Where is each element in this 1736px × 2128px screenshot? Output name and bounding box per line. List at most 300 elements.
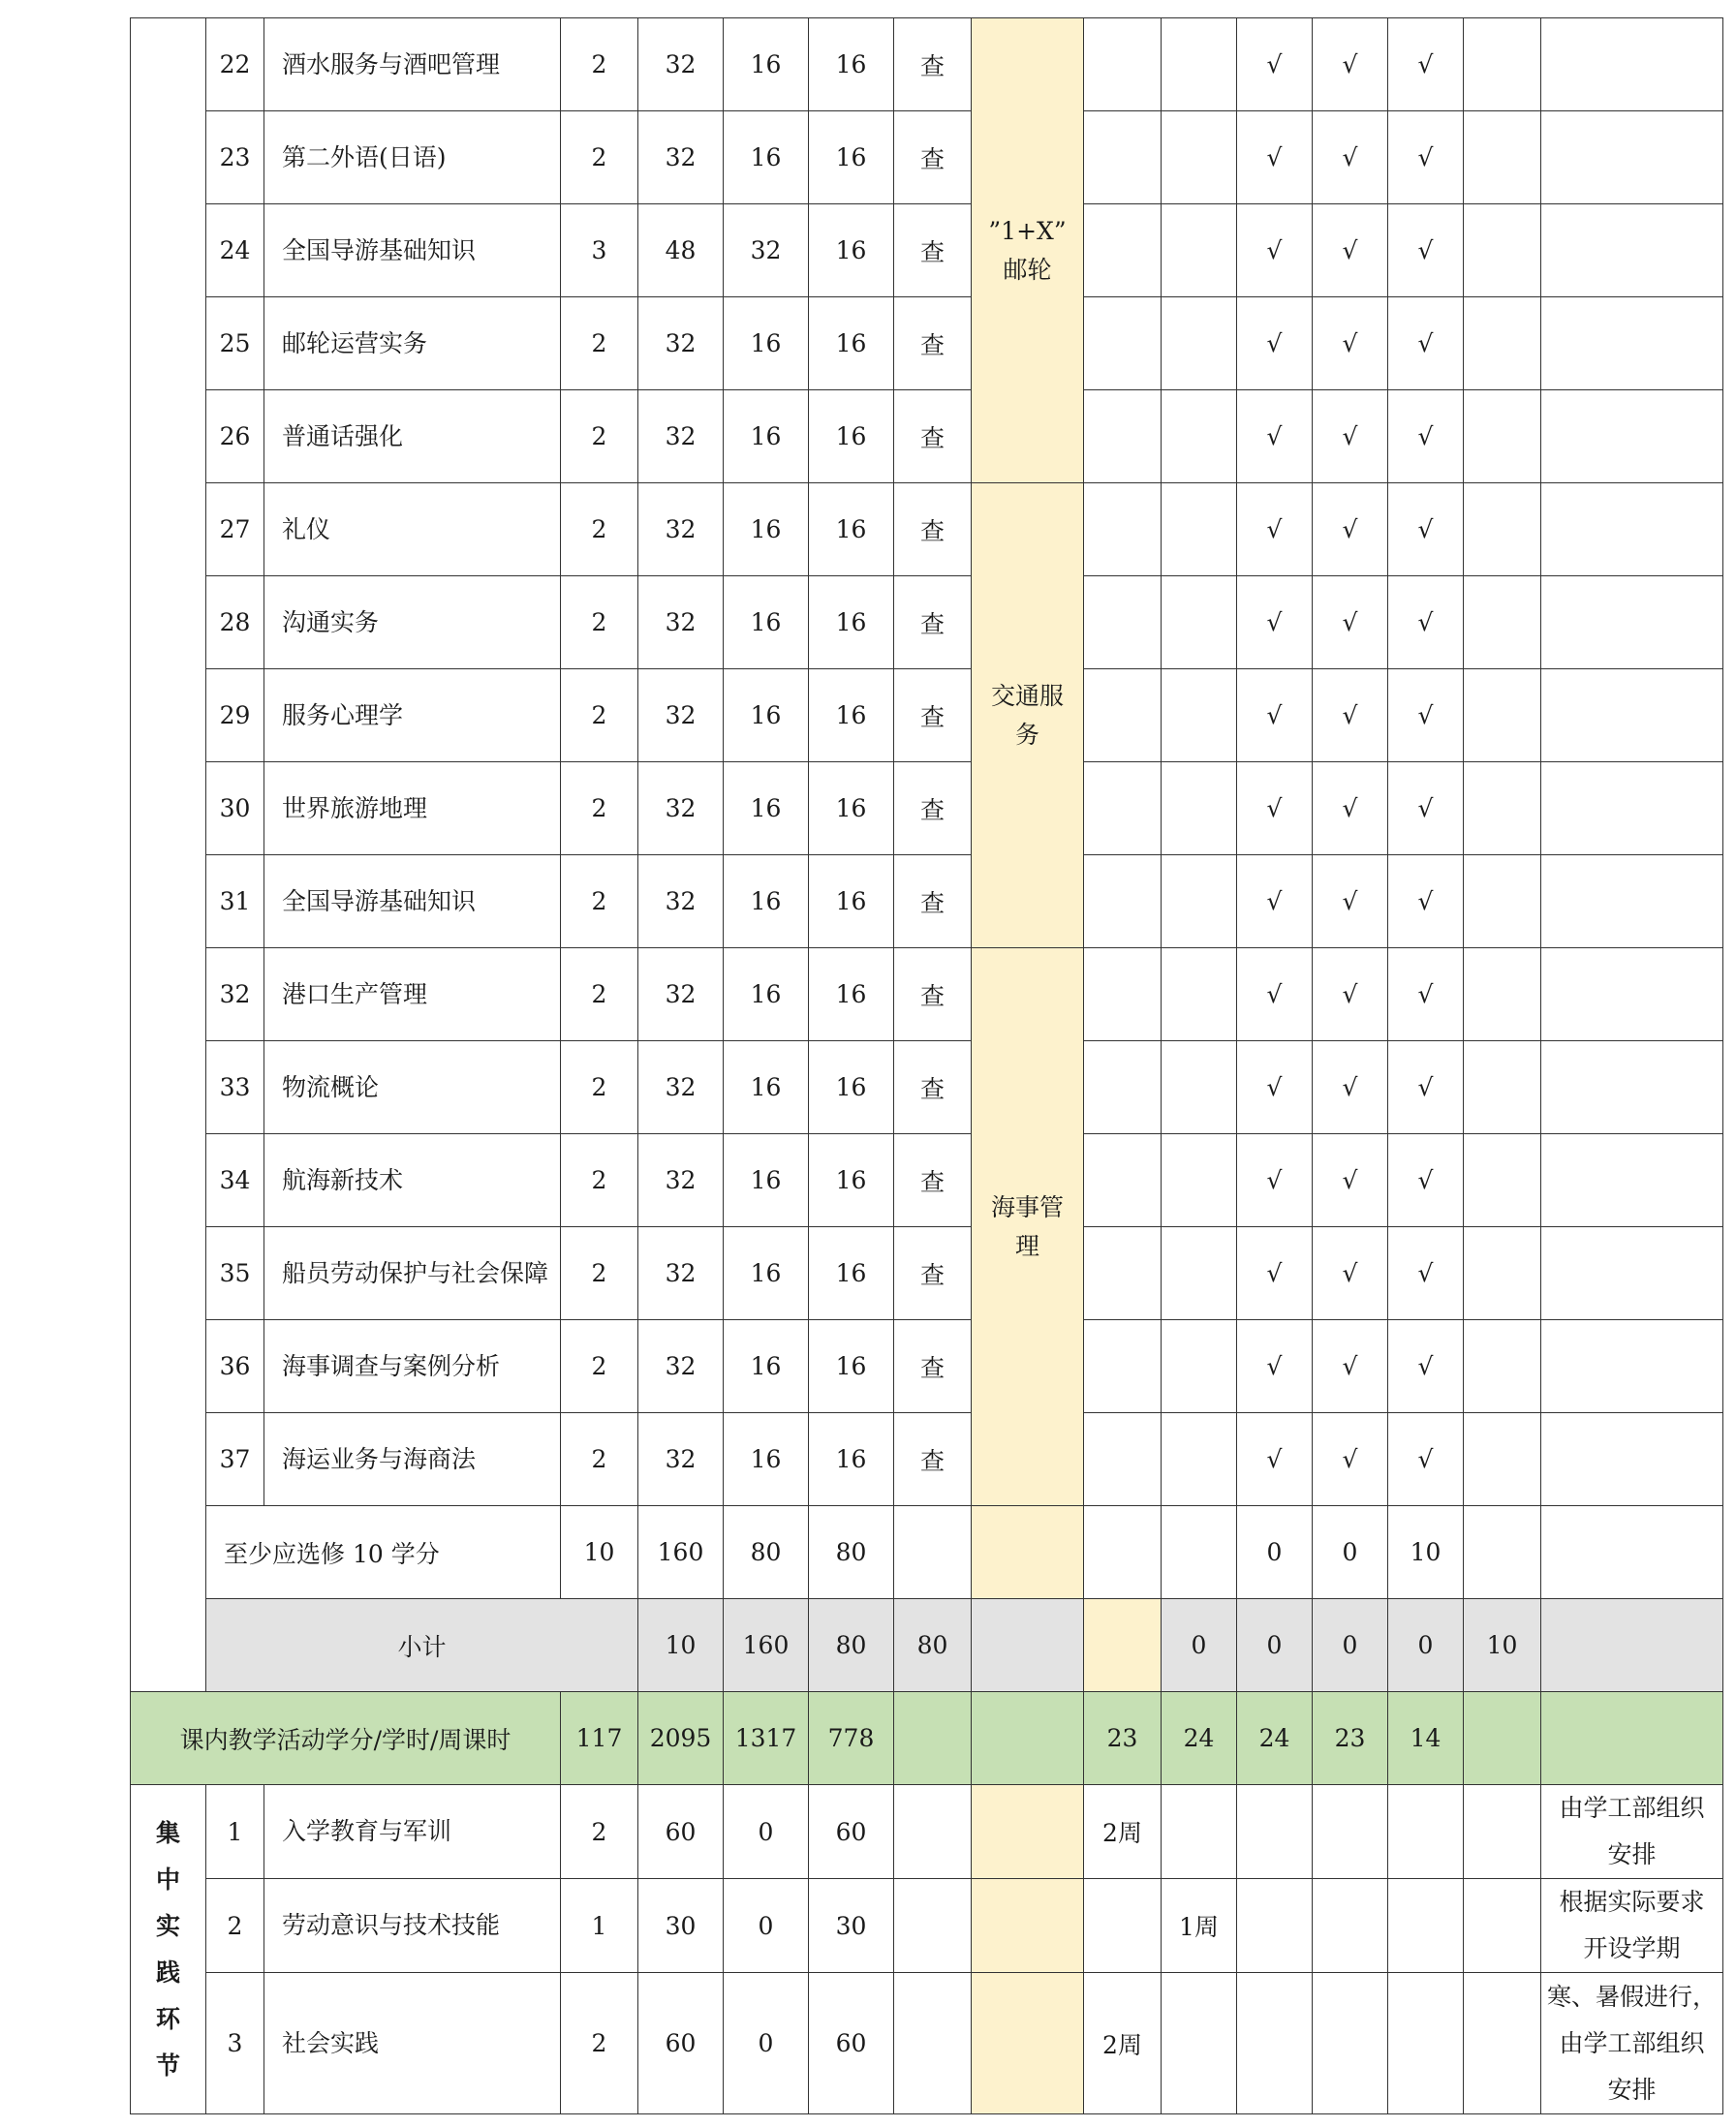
min-elective-practice: 80 xyxy=(809,1506,894,1599)
assessment-type: 查 xyxy=(894,1134,972,1227)
practice-hours: 30 xyxy=(638,1879,724,1973)
assessment-type: 查 xyxy=(894,204,972,297)
course-credits: 2 xyxy=(561,855,638,948)
total-row-hours: 2095 xyxy=(638,1692,724,1785)
semester-1-cell xyxy=(1084,948,1162,1041)
semester-2-cell xyxy=(1162,1413,1237,1506)
course-name: 沟通实务 xyxy=(264,576,561,669)
course-hours: 32 xyxy=(638,855,724,948)
remarks-cell xyxy=(1541,669,1723,762)
semester-check-mark: √ xyxy=(1237,948,1313,1041)
semester-check-mark: √ xyxy=(1388,18,1464,111)
practice-name: 劳动意识与技术技能 xyxy=(264,1879,561,1973)
course-no: 22 xyxy=(206,18,264,111)
course-row xyxy=(131,948,1723,1041)
course-name: 酒水服务与酒吧管理 xyxy=(264,18,561,111)
semester-2-cell xyxy=(1162,762,1237,855)
total-row xyxy=(131,1692,1723,1785)
course-practice-hours: 16 xyxy=(809,483,894,576)
assessment-type: 查 xyxy=(894,297,972,390)
course-practice-hours: 16 xyxy=(809,1041,894,1134)
total-row-s5: 14 xyxy=(1388,1692,1464,1785)
course-row xyxy=(131,1041,1723,1134)
course-credits: 2 xyxy=(561,1320,638,1413)
elective-group-blank xyxy=(972,1879,1084,1973)
course-practice-hours: 16 xyxy=(809,669,894,762)
course-name: 世界旅游地理 xyxy=(264,762,561,855)
remarks-cell xyxy=(1541,483,1723,576)
semester-3-cell xyxy=(1237,1973,1313,2114)
assessment-type xyxy=(894,1692,972,1785)
semester-2-cell xyxy=(1162,1320,1237,1413)
semester-6-cell xyxy=(1541,1599,1723,1692)
course-credits: 2 xyxy=(561,669,638,762)
semester-1-cell xyxy=(1084,297,1162,390)
practice-note-line: 由学工部组织 xyxy=(1559,1794,1705,1822)
course-hours: 32 xyxy=(638,762,724,855)
semester-1-cell xyxy=(1084,762,1162,855)
practice-section-label-char: 节 xyxy=(155,2051,180,2080)
course-row xyxy=(131,762,1723,855)
course-row xyxy=(131,1134,1723,1227)
elective-group-blank xyxy=(1084,1599,1162,1692)
min-elective-row xyxy=(131,1506,1723,1599)
semester-1-cell xyxy=(1084,1320,1162,1413)
elective-group-label xyxy=(972,18,1084,483)
semester-2-cell xyxy=(1162,855,1237,948)
semester-1-cell xyxy=(1084,483,1162,576)
semester-6-cell xyxy=(1464,1320,1541,1413)
course-practice-hours: 16 xyxy=(809,576,894,669)
course-no: 23 xyxy=(206,111,264,204)
course-hours: 32 xyxy=(638,1320,724,1413)
practice-hours: 60 xyxy=(638,1785,724,1879)
remarks-cell xyxy=(1541,204,1723,297)
semester-check-mark: √ xyxy=(1388,204,1464,297)
semester-2-cell xyxy=(1162,18,1237,111)
semester-check-mark: √ xyxy=(1388,483,1464,576)
course-practice-hours: 16 xyxy=(809,111,894,204)
semester-check-mark: √ xyxy=(1237,1320,1313,1413)
semester-6-cell xyxy=(1464,390,1541,483)
semester-check-mark: √ xyxy=(1237,762,1313,855)
semester-1-cell xyxy=(1084,111,1162,204)
practice-hours: 60 xyxy=(638,1973,724,2114)
course-name: 礼仪 xyxy=(264,483,561,576)
total-row-theory: 1317 xyxy=(724,1692,809,1785)
course-practice-hours: 16 xyxy=(809,1320,894,1413)
semester-check-mark: √ xyxy=(1388,390,1464,483)
course-theory-hours: 16 xyxy=(724,762,809,855)
practice-note xyxy=(1541,1973,1723,2114)
semester-2-cell xyxy=(1162,111,1237,204)
semester-6-cell xyxy=(1464,948,1541,1041)
practice-section-label-char: 环 xyxy=(155,2004,180,2033)
course-credits: 2 xyxy=(561,390,638,483)
semester-1-cell xyxy=(1084,1227,1162,1320)
semester-5-cell xyxy=(1388,1785,1464,1879)
semester-check-mark: √ xyxy=(1388,111,1464,204)
practice-theory: 0 xyxy=(724,1785,809,1879)
remarks-cell xyxy=(1541,1320,1723,1413)
course-hours: 32 xyxy=(638,576,724,669)
semester-6-cell xyxy=(1464,1692,1541,1785)
semester-check-mark: √ xyxy=(1313,390,1388,483)
course-no: 34 xyxy=(206,1134,264,1227)
course-theory-hours: 16 xyxy=(724,1227,809,1320)
course-practice-hours: 16 xyxy=(809,855,894,948)
practice-note-line: 开设学期 xyxy=(1583,1934,1681,1962)
assessment-type: 查 xyxy=(894,18,972,111)
course-practice-hours: 16 xyxy=(809,1227,894,1320)
semester-6-cell xyxy=(1464,1134,1541,1227)
practice-s1: 2周 xyxy=(1084,1785,1162,1879)
course-row xyxy=(131,669,1723,762)
course-credits: 2 xyxy=(561,483,638,576)
practice-name: 入学教育与军训 xyxy=(264,1785,561,1879)
semester-1-cell xyxy=(1084,669,1162,762)
subtotal-row-theory: 80 xyxy=(809,1599,894,1692)
semester-check-mark: √ xyxy=(1237,1413,1313,1506)
semester-1-cell xyxy=(1084,1041,1162,1134)
semester-1-cell xyxy=(1084,576,1162,669)
course-theory-hours: 16 xyxy=(724,576,809,669)
total-row-s3: 24 xyxy=(1237,1692,1313,1785)
practice-name: 社会实践 xyxy=(264,1973,561,2114)
min-elective-credits: 10 xyxy=(561,1506,638,1599)
semester-1-cell xyxy=(1084,390,1162,483)
semester-check-mark: √ xyxy=(1313,1413,1388,1506)
course-theory-hours: 16 xyxy=(724,855,809,948)
semester-check-mark: √ xyxy=(1388,576,1464,669)
course-hours: 32 xyxy=(638,390,724,483)
course-credits: 2 xyxy=(561,576,638,669)
practice-no: 2 xyxy=(206,1879,264,1973)
elective-group-blank xyxy=(972,1692,1084,1785)
subtotal-row-hours: 160 xyxy=(724,1599,809,1692)
practice-note-line: 安排 xyxy=(1607,1840,1657,1868)
elective-group-blank xyxy=(972,1506,1084,1599)
practice-section-label-char: 践 xyxy=(155,1958,180,1987)
course-credits: 2 xyxy=(561,1134,638,1227)
course-theory-hours: 16 xyxy=(724,111,809,204)
semester-check-mark: √ xyxy=(1237,855,1313,948)
min-elective-s4: 0 xyxy=(1313,1506,1388,1599)
remarks-cell xyxy=(1541,576,1723,669)
elective-group-blank xyxy=(972,1973,1084,2114)
semester-1-cell xyxy=(1084,1413,1162,1506)
course-practice-hours: 16 xyxy=(809,1134,894,1227)
semester-check-mark: √ xyxy=(1313,855,1388,948)
semester-2-cell xyxy=(1162,1134,1237,1227)
course-theory-hours: 16 xyxy=(724,1041,809,1134)
practice-s1: 2周 xyxy=(1084,1973,1162,2114)
course-row xyxy=(131,297,1723,390)
remarks-cell xyxy=(1541,111,1723,204)
course-no: 37 xyxy=(206,1413,264,1506)
course-no: 30 xyxy=(206,762,264,855)
semester-check-mark: √ xyxy=(1237,1227,1313,1320)
semester-check-mark: √ xyxy=(1388,297,1464,390)
practice-row xyxy=(131,1879,1723,1973)
semester-4-cell xyxy=(1313,1785,1388,1879)
semester-check-mark: √ xyxy=(1237,576,1313,669)
practice-section-label-char: 实 xyxy=(155,1911,180,1940)
semester-1-cell xyxy=(1084,18,1162,111)
course-row xyxy=(131,855,1723,948)
semester-2-cell xyxy=(1162,390,1237,483)
course-theory-hours: 16 xyxy=(724,390,809,483)
semester-2-cell xyxy=(1162,1506,1237,1599)
elective-group-label-line: ”1+X” xyxy=(988,216,1067,245)
assessment-type: 查 xyxy=(894,1041,972,1134)
course-no: 33 xyxy=(206,1041,264,1134)
course-name: 港口生产管理 xyxy=(264,948,561,1041)
assessment-type: 查 xyxy=(894,1413,972,1506)
semester-check-mark: √ xyxy=(1313,18,1388,111)
course-practice-hours: 16 xyxy=(809,762,894,855)
course-row xyxy=(131,1320,1723,1413)
remarks-cell xyxy=(1541,948,1723,1041)
course-table-body xyxy=(131,18,1723,2114)
practice-practice-hours: 60 xyxy=(809,1785,894,1879)
course-row xyxy=(131,204,1723,297)
semester-check-mark: √ xyxy=(1388,1413,1464,1506)
course-credits: 2 xyxy=(561,297,638,390)
course-theory-hours: 16 xyxy=(724,1320,809,1413)
semester-check-mark: √ xyxy=(1313,204,1388,297)
course-name: 第二外语(日语) xyxy=(264,111,561,204)
remarks-cell xyxy=(1541,1134,1723,1227)
total-row-credits: 117 xyxy=(561,1692,638,1785)
semester-check-mark: √ xyxy=(1313,297,1388,390)
semester-check-mark: √ xyxy=(1388,855,1464,948)
semester-check-mark: √ xyxy=(1313,948,1388,1041)
semester-2-cell xyxy=(1162,204,1237,297)
subtotal-row xyxy=(131,1599,1723,1692)
practice-s2: 1周 xyxy=(1162,1879,1237,1973)
semester-1-cell xyxy=(1084,855,1162,948)
semester-check-mark: √ xyxy=(1388,1320,1464,1413)
course-no: 24 xyxy=(206,204,264,297)
semester-5-cell xyxy=(1388,1879,1464,1973)
semester-4-cell xyxy=(1313,1879,1388,1973)
remarks-cell xyxy=(1541,390,1723,483)
course-credits: 2 xyxy=(561,1227,638,1320)
min-elective-theory: 80 xyxy=(724,1506,809,1599)
course-theory-hours: 16 xyxy=(724,1134,809,1227)
semester-check-mark: √ xyxy=(1237,18,1313,111)
elective-group-label-line: 交通服 xyxy=(990,681,1064,710)
course-name: 物流概论 xyxy=(264,1041,561,1134)
semester-2-cell xyxy=(1162,948,1237,1041)
course-no: 31 xyxy=(206,855,264,948)
semester-3-cell xyxy=(1237,1785,1313,1879)
course-credits: 2 xyxy=(561,1041,638,1134)
assessment-type: 查 xyxy=(894,111,972,204)
subtotal-row-s2: 0 xyxy=(1237,1599,1313,1692)
course-theory-hours: 32 xyxy=(724,204,809,297)
elective-group-label-line: 海事管 xyxy=(990,1192,1064,1221)
course-theory-hours: 16 xyxy=(724,1413,809,1506)
course-no: 28 xyxy=(206,576,264,669)
assessment-type xyxy=(894,1973,972,2114)
subtotal-row-s5: 10 xyxy=(1464,1599,1541,1692)
semester-check-mark: √ xyxy=(1313,576,1388,669)
semester-6-cell xyxy=(1464,483,1541,576)
semester-2-cell xyxy=(1162,669,1237,762)
semester-5-cell xyxy=(1388,1973,1464,2114)
assessment-type: 查 xyxy=(894,855,972,948)
course-table xyxy=(130,17,1723,2114)
remarks-cell xyxy=(1541,297,1723,390)
subtotal-row-credits: 10 xyxy=(638,1599,724,1692)
course-hours: 32 xyxy=(638,18,724,111)
semester-4-cell xyxy=(1313,1973,1388,2114)
remarks-cell xyxy=(1541,855,1723,948)
semester-6-cell xyxy=(1464,18,1541,111)
course-hours: 32 xyxy=(638,1227,724,1320)
semester-check-mark: √ xyxy=(1388,1227,1464,1320)
semester-6-cell xyxy=(1464,297,1541,390)
semester-6-cell xyxy=(1464,1227,1541,1320)
assessment-type: 查 xyxy=(894,762,972,855)
practice-section-label-char: 中 xyxy=(155,1865,180,1894)
course-practice-hours: 16 xyxy=(809,204,894,297)
course-no: 36 xyxy=(206,1320,264,1413)
course-practice-hours: 16 xyxy=(809,18,894,111)
semester-check-mark: √ xyxy=(1237,111,1313,204)
elective-group-label-line: 邮轮 xyxy=(1003,255,1052,284)
semester-check-mark: √ xyxy=(1313,111,1388,204)
practice-theory: 0 xyxy=(724,1879,809,1973)
semester-check-mark: √ xyxy=(1388,669,1464,762)
semester-2-cell xyxy=(1162,1227,1237,1320)
practice-note-line: 由学工部组织 xyxy=(1559,2028,1705,2057)
course-no: 26 xyxy=(206,390,264,483)
min-elective-s5: 10 xyxy=(1388,1506,1464,1599)
practice-note xyxy=(1541,1785,1723,1879)
semester-check-mark: √ xyxy=(1237,297,1313,390)
remarks-cell xyxy=(1541,1041,1723,1134)
semester-check-mark: √ xyxy=(1313,1320,1388,1413)
semester-2-cell xyxy=(1162,576,1237,669)
course-hours: 32 xyxy=(638,1134,724,1227)
assessment-type xyxy=(972,1599,1084,1692)
course-theory-hours: 16 xyxy=(724,18,809,111)
course-credits: 2 xyxy=(561,762,638,855)
practice-section-label-char: 集 xyxy=(155,1818,180,1847)
elective-group-blank xyxy=(972,1785,1084,1879)
practice-no: 3 xyxy=(206,1973,264,2114)
assessment-type: 查 xyxy=(894,576,972,669)
assessment-type: 查 xyxy=(894,390,972,483)
practice-s2 xyxy=(1162,1785,1237,1879)
category-label-cell xyxy=(131,18,206,1692)
total-row-s4: 23 xyxy=(1313,1692,1388,1785)
course-credits: 2 xyxy=(561,111,638,204)
subtotal-row-label: 小计 xyxy=(206,1599,638,1692)
course-hours: 32 xyxy=(638,111,724,204)
assessment-type: 查 xyxy=(894,948,972,1041)
subtotal-row-s1: 0 xyxy=(1162,1599,1237,1692)
semester-check-mark: √ xyxy=(1237,204,1313,297)
semester-check-mark: √ xyxy=(1237,1134,1313,1227)
semester-6-cell xyxy=(1464,1413,1541,1506)
remarks-cell xyxy=(1541,1413,1723,1506)
remarks-cell xyxy=(1541,762,1723,855)
semester-1-cell xyxy=(1084,1506,1162,1599)
course-name: 普通话强化 xyxy=(264,390,561,483)
practice-practice-hours: 30 xyxy=(809,1879,894,1973)
remarks-cell xyxy=(1541,1227,1723,1320)
practice-note xyxy=(1541,1879,1723,1973)
semester-1-cell xyxy=(1084,204,1162,297)
semester-6-cell xyxy=(1464,855,1541,948)
remarks-cell xyxy=(1541,1692,1723,1785)
semester-check-mark: √ xyxy=(1313,1227,1388,1320)
semester-2-cell xyxy=(1162,1041,1237,1134)
course-name: 全国导游基础知识 xyxy=(264,204,561,297)
practice-no: 1 xyxy=(206,1785,264,1879)
course-practice-hours: 16 xyxy=(809,297,894,390)
semester-check-mark: √ xyxy=(1237,669,1313,762)
course-name: 航海新技术 xyxy=(264,1134,561,1227)
course-no: 27 xyxy=(206,483,264,576)
assessment-type xyxy=(894,1785,972,1879)
semester-6-cell xyxy=(1464,576,1541,669)
elective-group-label xyxy=(972,483,1084,948)
min-elective-label: 至少应选修 10 学分 xyxy=(206,1506,561,1599)
course-credits: 2 xyxy=(561,948,638,1041)
semester-2-cell xyxy=(1162,483,1237,576)
course-name: 海运业务与海商法 xyxy=(264,1413,561,1506)
subtotal-row-s4: 0 xyxy=(1388,1599,1464,1692)
practice-row xyxy=(131,1973,1723,2114)
practice-note-line: 根据实际要求 xyxy=(1559,1888,1705,1916)
semester-check-mark: √ xyxy=(1388,948,1464,1041)
semester-check-mark: √ xyxy=(1237,483,1313,576)
semester-check-mark: √ xyxy=(1237,1041,1313,1134)
elective-group-label xyxy=(972,948,1084,1506)
semester-check-mark: √ xyxy=(1313,1134,1388,1227)
course-no: 35 xyxy=(206,1227,264,1320)
assessment-type: 查 xyxy=(894,1320,972,1413)
practice-s2 xyxy=(1162,1973,1237,2114)
course-hours: 32 xyxy=(638,669,724,762)
course-credits: 2 xyxy=(561,1413,638,1506)
course-name: 全国导游基础知识 xyxy=(264,855,561,948)
semester-6-cell xyxy=(1464,1506,1541,1599)
course-hours: 32 xyxy=(638,483,724,576)
total-row-s1: 23 xyxy=(1084,1692,1162,1785)
semester-check-mark: √ xyxy=(1388,1134,1464,1227)
semester-check-mark: √ xyxy=(1313,762,1388,855)
course-no: 25 xyxy=(206,297,264,390)
course-name: 船员劳动保护与社会保障 xyxy=(264,1227,561,1320)
course-name: 海事调查与案例分析 xyxy=(264,1320,561,1413)
remarks-cell xyxy=(1541,1506,1723,1599)
assessment-type: 查 xyxy=(894,669,972,762)
course-row xyxy=(131,1227,1723,1320)
practice-practice-hours: 60 xyxy=(809,1973,894,2114)
semester-check-mark: √ xyxy=(1313,1041,1388,1134)
total-row-label: 课内教学活动学分/学时/周课时 xyxy=(131,1692,561,1785)
semester-2-cell xyxy=(1162,297,1237,390)
course-hours: 32 xyxy=(638,1413,724,1506)
semester-check-mark: √ xyxy=(1313,483,1388,576)
total-row-s2: 24 xyxy=(1162,1692,1237,1785)
